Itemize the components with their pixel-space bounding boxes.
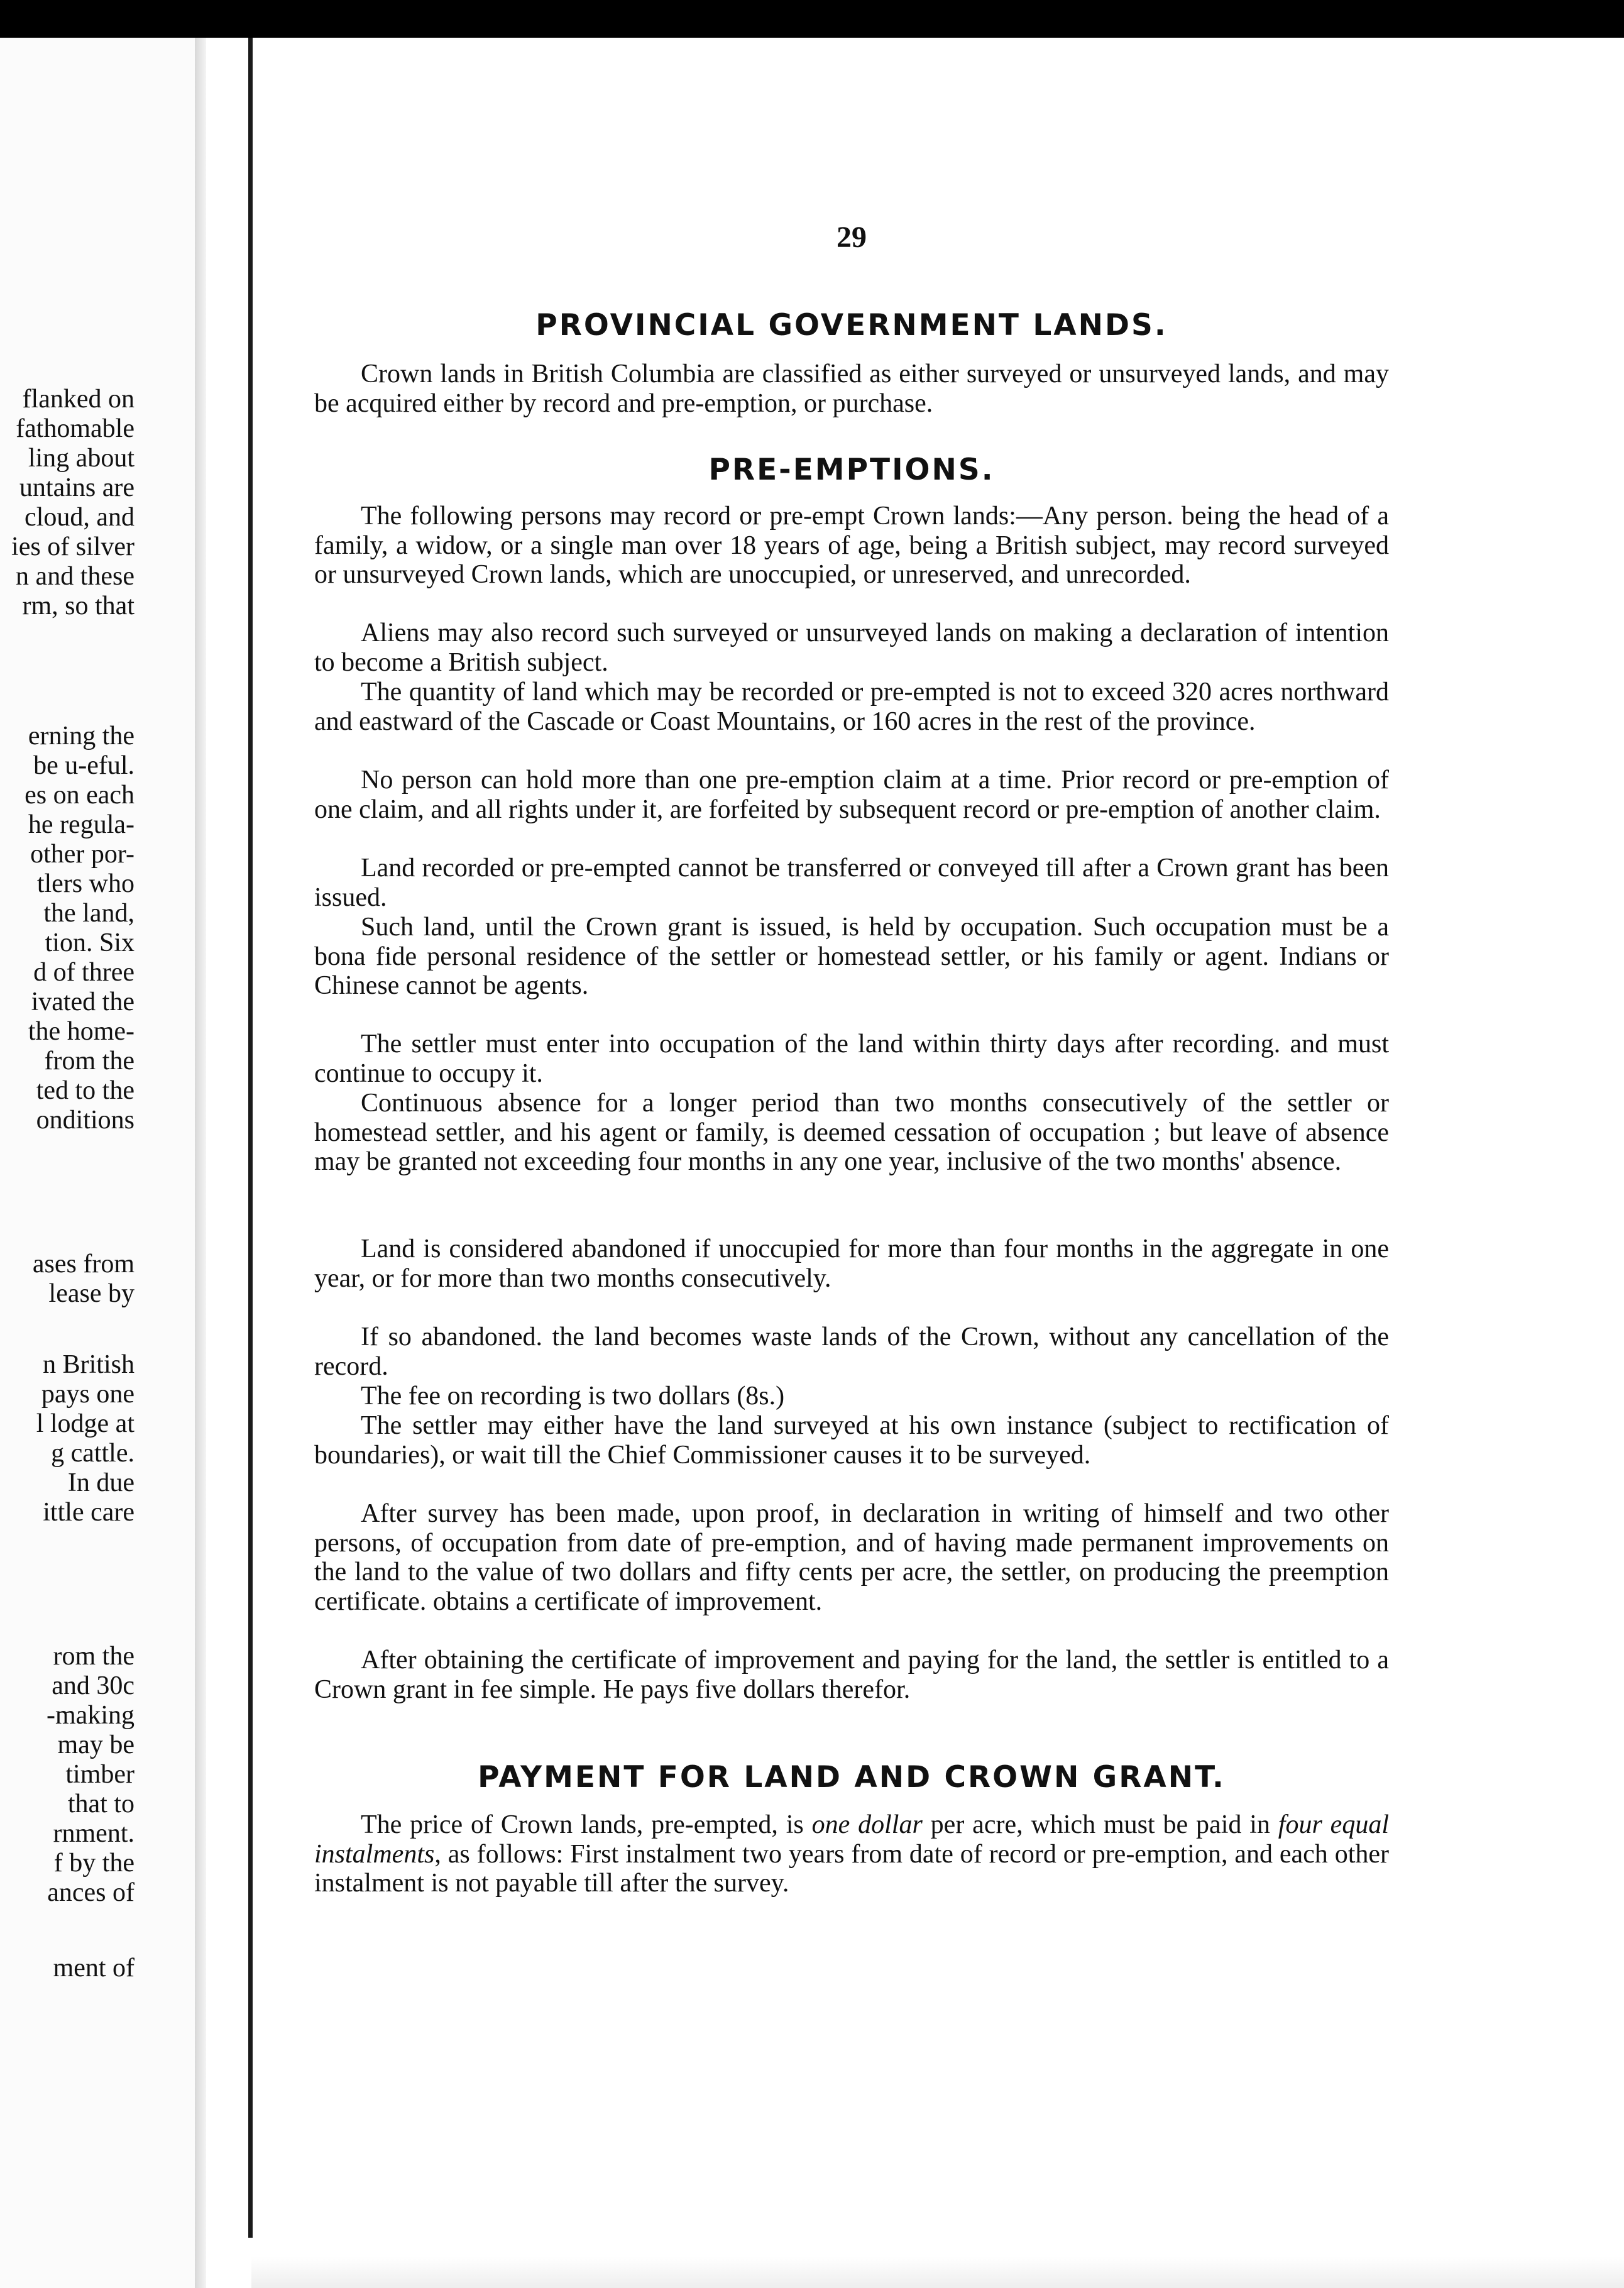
fragment-line: pays one	[41, 1380, 134, 1409]
fragment-line: f by the	[53, 1849, 134, 1878]
paragraph-payment	[314, 1810, 1389, 1898]
fragment-line: n British	[43, 1350, 134, 1379]
fragment-line: the home-	[28, 1017, 134, 1046]
fragment-line: cloud, and	[25, 503, 134, 532]
paragraph: The fee on recording is two dollars (8s.)	[361, 1382, 785, 1411]
fragment-line: untains are	[19, 473, 134, 502]
fragment-line: lease by	[48, 1279, 134, 1308]
fragment-line: tion. Six	[45, 928, 134, 957]
fragment-line: from the	[44, 1047, 134, 1075]
fragment-line: d of three	[33, 958, 134, 987]
page-bottom-shadow	[251, 2257, 1624, 2288]
text-run: The price of Crown lands, pre-empted, is	[361, 1810, 812, 1839]
fragment-line: onditions	[36, 1106, 134, 1135]
fragment-line: he regula-	[28, 810, 134, 839]
fragment-line: that to	[67, 1790, 134, 1818]
fragment-line: n and these	[16, 562, 134, 591]
fragment-line: other por-	[30, 840, 134, 869]
fragment-line: ment of	[53, 1954, 134, 1983]
emphasis-four-equal-instalments: four equal instalments	[314, 1810, 1389, 1869]
section-heading-provincial: PROVINCIAL GOVERNMENT LANDS.	[535, 308, 1168, 343]
scan-top-border	[0, 0, 1624, 38]
paragraph: The quantity of land which may be recorded or pre-empted is not to exceed 320 acres northward and eastward of the Cascade or Coast Mountains, or 160 acres in the rest of the province.	[314, 678, 1389, 736]
fragment-line: rom the	[53, 1642, 134, 1671]
section-heading-payment: PAYMENT FOR LAND AND CROWN GRANT.	[478, 1760, 1226, 1795]
paragraph: If so abandoned. the land becomes waste lands of the Crown, without any cancellation of the record.	[314, 1323, 1389, 1381]
fragment-line: erning the	[28, 722, 134, 751]
fragment-line: -making	[47, 1701, 134, 1730]
fragment-line: ittle care	[43, 1498, 134, 1527]
fragment-line: may be	[57, 1730, 134, 1759]
paragraph: After survey has been made, upon proof, in declaration in writing of himself and two other persons, of occupation from date of pre-emption, and of having made permanent improvements on the land to the value of two dollars and fifty cents per acre, the settler, on producing the preemption certificate. obtains a certificate of improvement.	[314, 1499, 1389, 1616]
paragraph: After obtaining the certificate of improvement and paying for the land, the settler is entitled to a Crown grant in fee simple. He pays five dollars therefor.	[314, 1646, 1389, 1704]
page-edge-shadow	[195, 38, 206, 2288]
fragment-line: ivated the	[31, 987, 134, 1016]
fragment-line: timber	[65, 1760, 134, 1789]
paragraph: No person can hold more than one pre-emption claim at a time. Prior record or pre-emption of one claim, and all rights under it, are forfeited by subsequent record or pre-emption of another claim.	[314, 766, 1389, 824]
paragraph: Such land, until the Crown grant is issued, is held by occupation. Such occupation must be a bona fide personal residence of the settler or homestead settler, or his family or agent. Indians or Chinese cannot be agents.	[314, 913, 1389, 1000]
fragment-line: l lodge at	[36, 1409, 134, 1438]
fragment-line: flanked on	[22, 385, 134, 414]
fragment-line: fathomable	[16, 414, 134, 443]
paragraph: Land is considered abandoned if unoccupied for more than four months in the aggregate in one year, or for more than two months consecutively.	[314, 1235, 1389, 1293]
text-run: , as follows: First instalment two years from date of record or pre-emption, and each other instalment is not payable till after the survey.	[314, 1839, 1389, 1898]
fragment-line: tlers who	[36, 869, 134, 898]
fragment-line: rnment.	[53, 1819, 134, 1848]
paragraph: Continuous absence for a longer period than two months consecutively of the settler or homestead settler, and his agent or family, is deemed cessation of occupation ; but leave of absence may be granted not exceeding four months in any one year, inclusive of the two months' absence.	[314, 1089, 1389, 1176]
fragment-line: the land,	[43, 899, 134, 928]
fragment-line: ies of silver	[11, 532, 134, 561]
paragraph: The settler must enter into occupation of the land within thirty days after recording. and must continue to occupy it.	[314, 1030, 1389, 1088]
text-run: per acre, which must be paid in	[922, 1810, 1278, 1839]
fragment-line: ling about	[28, 444, 134, 473]
fragment-line: ases from	[32, 1250, 134, 1279]
fragment-line: In due	[67, 1468, 134, 1497]
paragraph: Crown lands in British Columbia are classified as either surveyed or unsurveyed lands, and may be acquired either by record and pre-emption, or purchase.	[314, 360, 1389, 418]
fragment-line: rm, so that	[22, 591, 134, 620]
facing-page-fragment	[0, 38, 195, 2288]
fragment-line: be u-eful.	[33, 751, 134, 780]
paragraph: The following persons may record or pre-empt Crown lands:—Any person. being the head of a family, a widow, or a single man over 18 years of age, being a British subject, may record surveyed or unsurveyed Crown lands, which are unoccupied, or unreserved, and unrecorded.	[314, 502, 1389, 589]
paragraph: Aliens may also record such surveyed or unsurveyed lands on making a declaration of intention to become a British subject.	[314, 619, 1389, 677]
emphasis-one-dollar: one dollar	[811, 1810, 923, 1839]
fragment-line: and 30c	[52, 1671, 134, 1700]
page-number: 29	[837, 221, 867, 254]
section-heading-preemptions: PRE-EMPTIONS.	[708, 453, 995, 487]
paragraph: The settler may either have the land surveyed at his own instance (subject to rectification of boundaries), or wait till the Chief Commissioner causes it to be surveyed.	[314, 1411, 1389, 1470]
fragment-line: g cattle.	[51, 1439, 134, 1468]
fragment-line: es on each	[25, 781, 134, 810]
paragraph: Land recorded or pre-empted cannot be transferred or conveyed till after a Crown grant has been issued.	[314, 854, 1389, 912]
binding-spine-line	[248, 38, 253, 2238]
fragment-line: ances of	[47, 1878, 134, 1907]
fragment-line: ted to the	[36, 1076, 134, 1105]
